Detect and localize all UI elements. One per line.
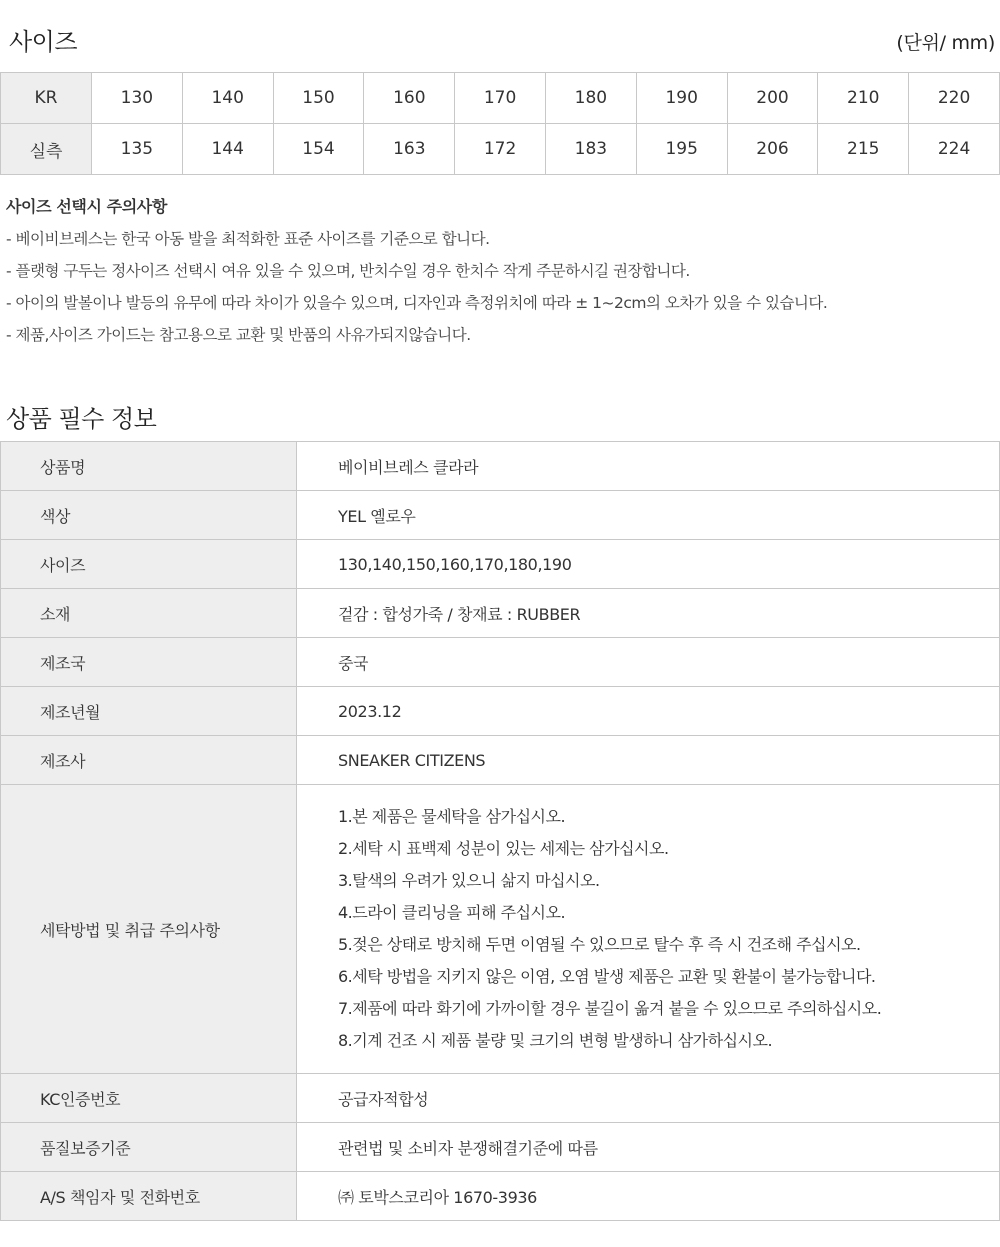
unit-label: (단위/ mm) <box>896 32 995 54</box>
size-row-label: 실측 <box>1 124 92 175</box>
size-cell: 220 <box>909 73 1000 124</box>
washing-item: 7.제품에 따라 화기에 가까이할 경우 불길이 옮겨 붙을 수 있으므로 주의하십시오. <box>338 999 882 1018</box>
size-row-label: KR <box>1 73 92 124</box>
size-cell: 206 <box>727 124 818 175</box>
note-item: - 제품,사이즈 가이드는 참고용으로 교환 및 반품의 사유가되지않습니다. <box>6 326 471 344</box>
size-cell: 180 <box>545 73 636 124</box>
size-cell: 224 <box>909 124 1000 175</box>
size-cell: 160 <box>364 73 455 124</box>
washing-item: 1.본 제품은 물세탁을 삼가십시오. <box>338 807 566 826</box>
info-row <box>1 442 1000 491</box>
washing-list <box>338 801 999 1057</box>
size-cell: 183 <box>545 124 636 175</box>
info-row <box>1 491 1000 540</box>
info-row <box>1 1123 1000 1172</box>
size-notes <box>6 196 996 356</box>
washing-item: 3.탈색의 우려가 있으니 삶지 마십시오. <box>338 871 600 890</box>
info-label: 제조국 <box>1 638 297 687</box>
washing-instructions <box>297 785 1000 1074</box>
info-row <box>1 1074 1000 1123</box>
info-value: 베이비브레스 클라라 <box>297 442 1000 491</box>
info-row <box>1 540 1000 589</box>
size-cell: 210 <box>818 73 909 124</box>
info-value: 겉감 : 합성가죽 / 창재료 : RUBBER <box>297 589 1000 638</box>
size-cell: 144 <box>182 124 273 175</box>
note-item: - 플랫형 구두는 정사이즈 선택시 여유 있을 수 있으며, 반치수일 경우 한치수 작게 주문하시길 권장합니다. <box>6 262 690 280</box>
size-cell: 140 <box>182 73 273 124</box>
washing-item: 5.젖은 상태로 방치해 두면 이염될 수 있으므로 탈수 후 즉 시 건조해 주십시오. <box>338 935 861 954</box>
size-title: 사이즈 <box>9 28 78 56</box>
info-label: KC인증번호 <box>1 1074 297 1123</box>
info-label: 품질보증기준 <box>1 1123 297 1172</box>
note-item: - 아이의 발볼이나 발등의 유무에 따라 차이가 있을수 있으며, 디자인과 측정위치에 따라 ± 1~2cm의 오차가 있을 수 있습니다. <box>6 294 828 312</box>
info-row <box>1 1172 1000 1221</box>
size-cell: 154 <box>273 124 364 175</box>
size-cell: 130 <box>92 73 183 124</box>
info-label: 상품명 <box>1 442 297 491</box>
info-label: 제조년월 <box>1 687 297 736</box>
info-label: 소재 <box>1 589 297 638</box>
info-value: 중국 <box>297 638 1000 687</box>
info-value: 2023.12 <box>297 687 1000 736</box>
size-cell: 195 <box>636 124 727 175</box>
info-row <box>1 589 1000 638</box>
info-row <box>1 687 1000 736</box>
size-cell: 190 <box>636 73 727 124</box>
size-row-kr <box>1 73 1000 124</box>
info-label: 색상 <box>1 491 297 540</box>
info-value: YEL 옐로우 <box>297 491 1000 540</box>
size-cell: 163 <box>364 124 455 175</box>
info-value: ㈜ 토박스코리아 1670-3936 <box>297 1172 1000 1221</box>
washing-item: 6.세탁 방법을 지키지 않은 이염, 오염 발생 제품은 교환 및 환불이 불가능합니다. <box>338 967 876 986</box>
size-cell: 172 <box>455 124 546 175</box>
notes-title: 사이즈 선택시 주의사항 <box>6 197 167 216</box>
size-header <box>0 0 1000 72</box>
info-label: A/S 책임자 및 전화번호 <box>1 1172 297 1221</box>
info-value: 관련법 및 소비자 분쟁해결기준에 따름 <box>297 1123 1000 1172</box>
size-cell: 170 <box>455 73 546 124</box>
info-title: 상품 필수 정보 <box>6 405 157 433</box>
washing-row <box>1 785 1000 1074</box>
info-label: 사이즈 <box>1 540 297 589</box>
size-row-measured <box>1 124 1000 175</box>
info-label: 제조사 <box>1 736 297 785</box>
info-value: SNEAKER CITIZENS <box>297 736 1000 785</box>
size-cell: 150 <box>273 73 364 124</box>
info-value: 공급자적합성 <box>297 1074 1000 1123</box>
size-cell: 200 <box>727 73 818 124</box>
note-item: - 베이비브레스는 한국 아동 발을 최적화한 표준 사이즈를 기준으로 합니다. <box>6 230 490 248</box>
product-info-table <box>0 441 1000 1221</box>
washing-item: 2.세탁 시 표백제 성분이 있는 세제는 삼가십시오. <box>338 839 669 858</box>
washing-item: 4.드라이 클리닝을 피해 주십시오. <box>338 903 566 922</box>
washing-item: 8.기계 건조 시 제품 불량 및 크기의 변형 발생하니 삼가하십시오. <box>338 1031 773 1050</box>
notes-list <box>6 228 996 356</box>
size-cell: 215 <box>818 124 909 175</box>
washing-label: 세탁방법 및 취급 주의사항 <box>1 785 297 1074</box>
info-value: 130,140,150,160,170,180,190 <box>297 540 1000 589</box>
info-row <box>1 736 1000 785</box>
size-table <box>0 72 1000 175</box>
info-row <box>1 638 1000 687</box>
size-cell: 135 <box>92 124 183 175</box>
